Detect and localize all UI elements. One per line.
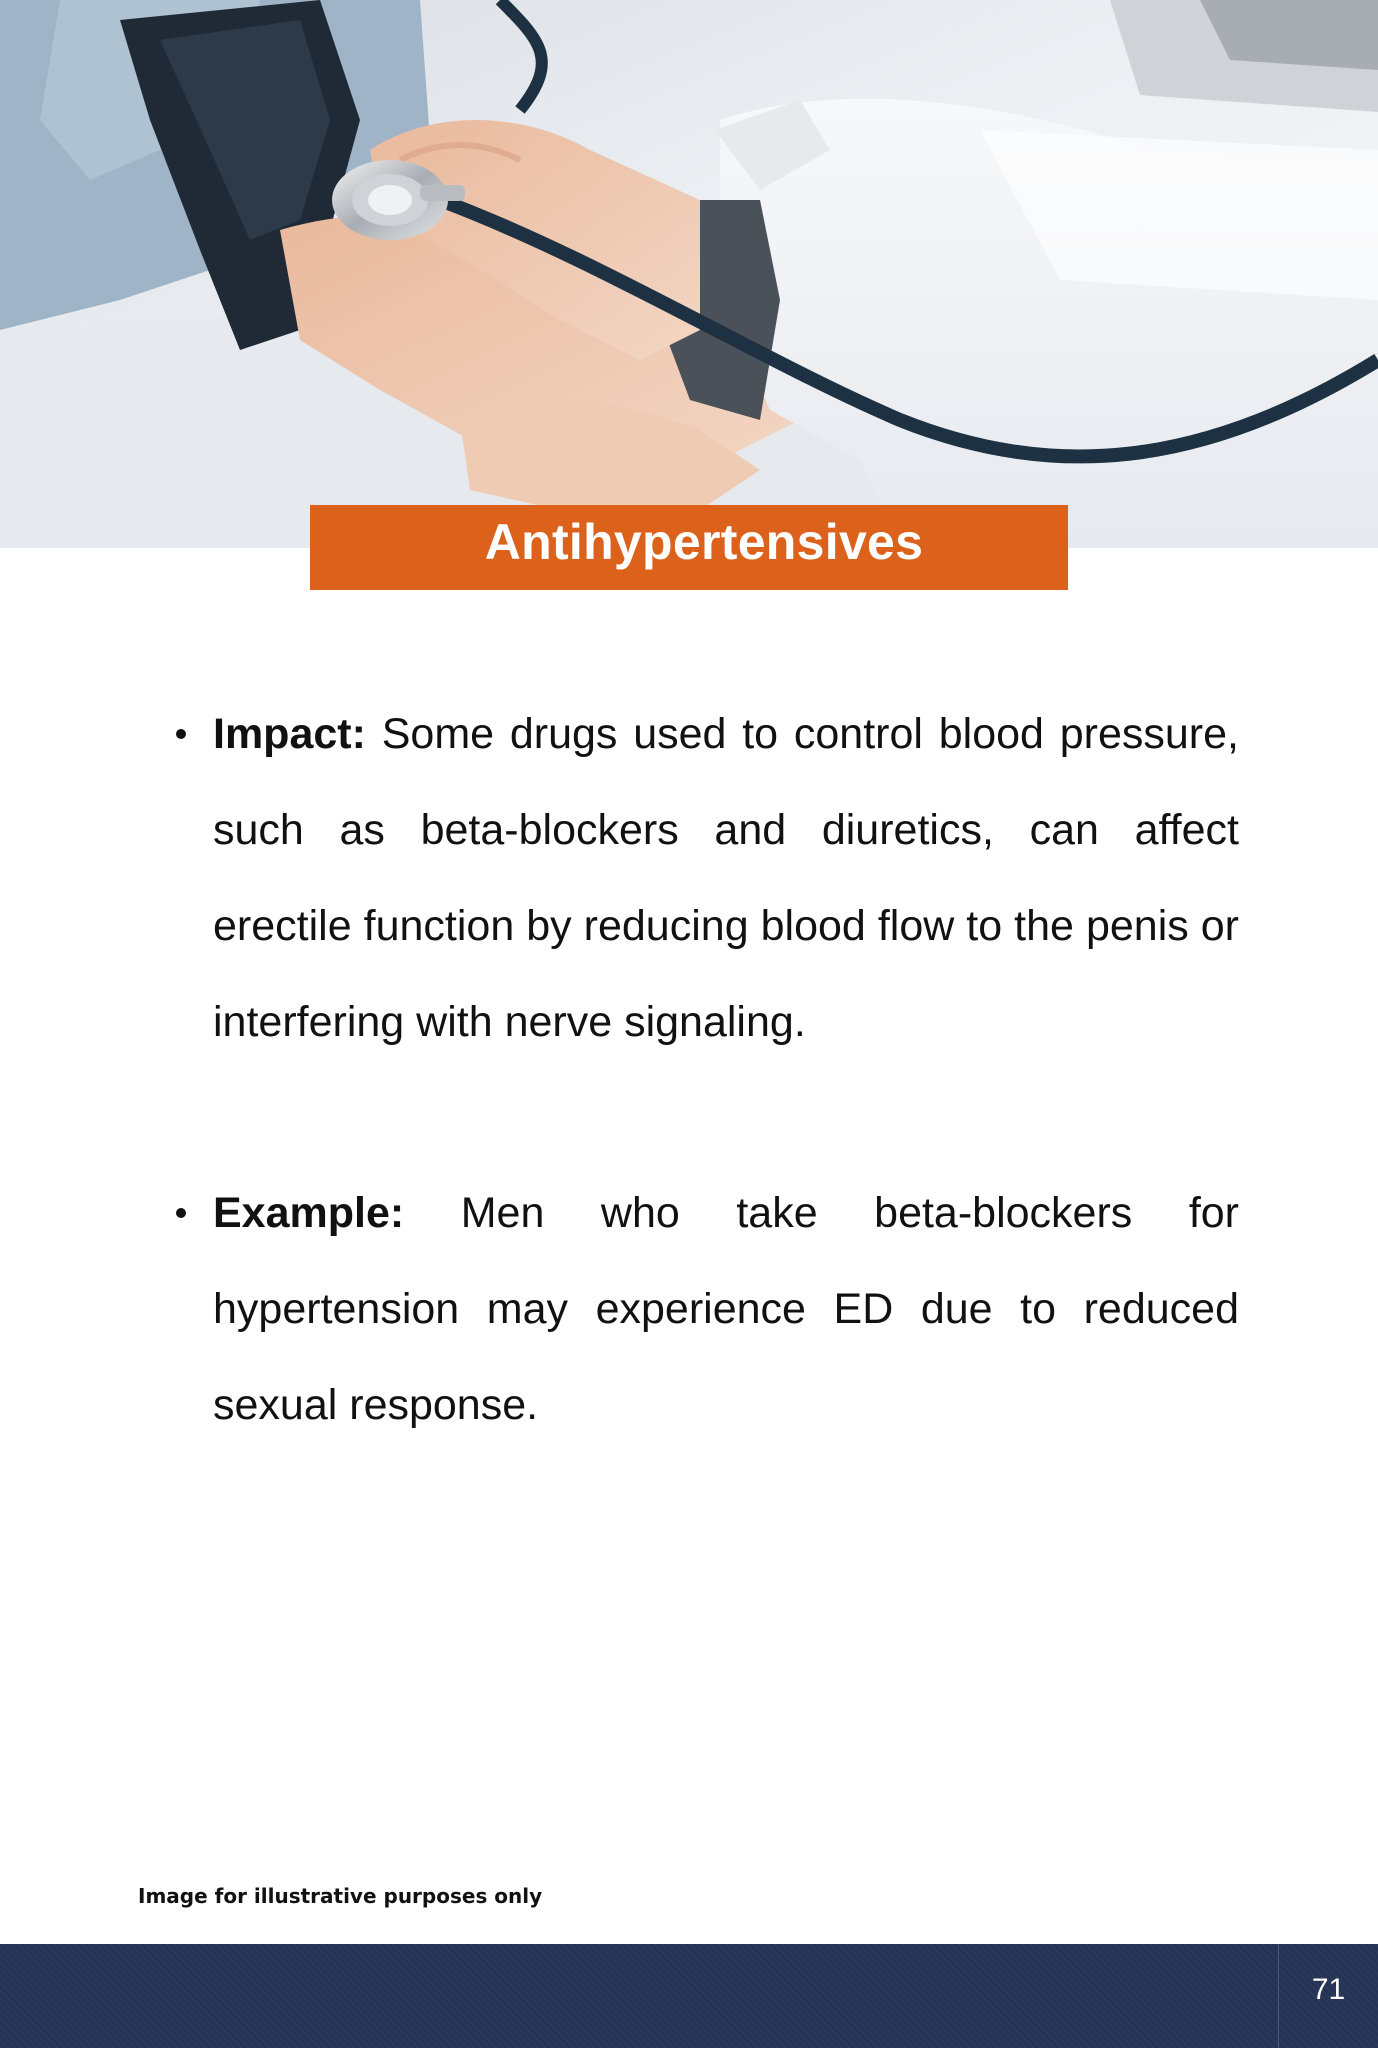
page-number-box bbox=[1278, 1944, 1378, 2048]
bullet-example bbox=[213, 1165, 1239, 1453]
blood-pressure-photo-illustration bbox=[0, 0, 1378, 548]
hero-photo bbox=[0, 0, 1378, 548]
page-footer bbox=[0, 1944, 1378, 2048]
page-number: 71 bbox=[1311, 1973, 1346, 2006]
bullet-text: Men who take beta-blockers for hypertension may experience ED due to reduced sexual response. bbox=[213, 1189, 1239, 1429]
bullet-impact bbox=[213, 686, 1239, 1070]
bullet-text: Some drugs used to control blood pressure, such as beta-blockers and diuretics, can affect erectile function by reducing blood flow to the penis or interfering with nerve signaling. bbox=[213, 710, 1239, 1046]
page-title: Antihypertensives bbox=[484, 513, 924, 570]
bullet-label: Example: bbox=[213, 1189, 461, 1237]
title-banner bbox=[310, 505, 1068, 590]
bullet-label: Impact: bbox=[213, 710, 382, 758]
bullet-dot-icon bbox=[176, 1208, 186, 1218]
bullet-dot-icon bbox=[176, 729, 186, 739]
image-caption: Image for illustrative purposes only bbox=[138, 1884, 543, 1908]
